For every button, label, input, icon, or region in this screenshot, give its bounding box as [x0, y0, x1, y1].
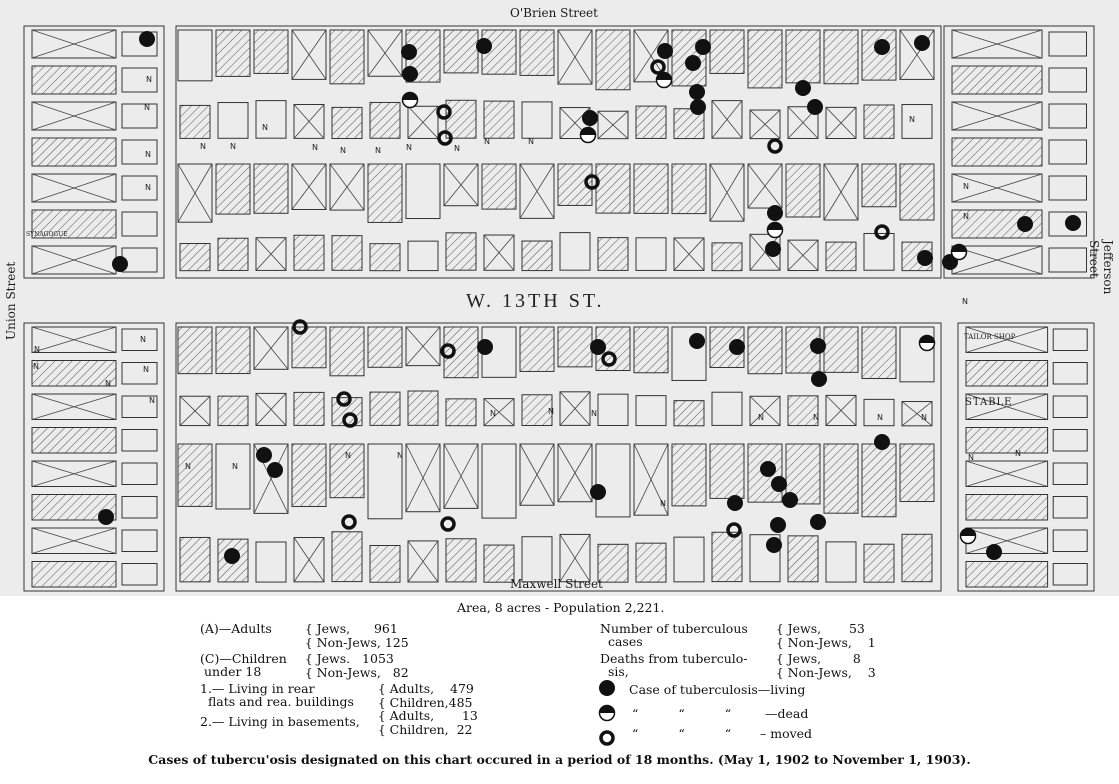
hatched-building [368, 327, 402, 367]
living-case-marker [1017, 216, 1033, 232]
basements-adults-label: Adults, [389, 708, 435, 723]
hatched-building [484, 101, 514, 138]
hatched-building [634, 327, 668, 373]
hatched-building [216, 327, 250, 374]
living-case-marker [590, 339, 606, 355]
lot [1053, 329, 1087, 351]
cases-jews-label: Jews, [787, 621, 822, 636]
living-case-marker [766, 537, 782, 553]
living-case-marker [224, 548, 240, 564]
n-lot-label: N [660, 499, 666, 508]
union-street-label: Union Street [4, 261, 18, 340]
lot [178, 30, 212, 81]
lot [1049, 140, 1087, 164]
lot [1053, 530, 1087, 552]
n-lot-label: N [105, 379, 111, 388]
rear-label: 1.— Living in rear [200, 681, 315, 696]
living-case-marker [477, 339, 493, 355]
hatched-building [218, 396, 248, 425]
lot [522, 537, 552, 582]
legend-symbols [598, 678, 618, 748]
children-jews-label: Jews. [316, 651, 351, 666]
hatched-building [966, 562, 1048, 588]
legend-basements [200, 715, 360, 728]
hatched-building [826, 242, 856, 271]
living-case-marker [582, 110, 598, 126]
rear-adults-value: 479 [450, 681, 474, 696]
children-nonjews-value: 82 [392, 665, 409, 680]
children-nonjews-label: Non-Jews, [316, 665, 381, 680]
legend-adults-values: { Jews, 961 { Non-Jews, 125 [305, 621, 409, 650]
cases-nonjews-label: Non-Jews, [787, 635, 852, 650]
lot [560, 233, 590, 271]
cases-nonjews-value: 1 [867, 635, 876, 650]
legend-adults [200, 622, 272, 635]
hatched-building [444, 327, 478, 378]
living-case-marker [689, 333, 705, 349]
hatched-building [786, 164, 820, 217]
n-lot-label: N [406, 143, 412, 152]
hatched-building [634, 164, 668, 213]
living-case-marker [760, 461, 776, 477]
n-lot-label: N [591, 409, 597, 418]
n-lot-label: N [548, 407, 554, 416]
hatched-building [748, 30, 782, 88]
lot [122, 430, 157, 452]
maxwell-street-label: Maxwell Street [510, 577, 603, 591]
dead-case-marker-half [403, 93, 418, 100]
hatched-building [864, 544, 894, 582]
hatched-building [370, 102, 400, 138]
hatched-building [332, 532, 362, 582]
n-lot-label: N [149, 396, 155, 405]
lot [1049, 176, 1087, 200]
n-lot-label: N [140, 335, 146, 344]
lot [1049, 104, 1087, 128]
hatched-building [216, 30, 250, 76]
moved-case-icon [601, 732, 613, 744]
lot [1049, 68, 1087, 92]
lot [256, 542, 286, 582]
lot [1053, 463, 1087, 485]
hatched-building [522, 241, 552, 271]
hatched-building [862, 444, 896, 517]
lot [636, 238, 666, 271]
dead-case-marker-half [768, 223, 783, 230]
children-label: (C)—Children [200, 651, 287, 666]
n-lot-label: N [397, 451, 403, 460]
n-lot-label: N [758, 413, 764, 422]
living-case-marker [874, 434, 890, 450]
n-lot-label: N [484, 137, 490, 146]
hatched-building [672, 164, 706, 214]
living-case-marker [112, 256, 128, 272]
n-lot-label: N [375, 146, 381, 155]
stable-label: STABLE [965, 397, 1013, 408]
lot [122, 212, 157, 236]
hatched-building [370, 546, 400, 583]
legend-children-values: { Jews. 1053 { Non-Jews, 82 [305, 651, 409, 680]
living-case-marker [401, 44, 417, 60]
living-case-marker [810, 338, 826, 354]
hatched-building [444, 30, 478, 73]
hatched-building [748, 327, 782, 374]
lot [122, 363, 157, 385]
n-lot-label: N [143, 365, 149, 374]
living-case-marker [476, 38, 492, 54]
synagogue-label: SYNAGOGUE [26, 231, 68, 238]
hatched-building [370, 392, 400, 425]
living-case-marker [98, 509, 114, 525]
n-lot-label: N [345, 451, 351, 460]
hatched-building [710, 30, 744, 73]
area-caption: Area, 8 acres - Population 2,221. [457, 600, 665, 615]
lot [1053, 497, 1087, 519]
hatched-building [966, 428, 1048, 454]
living-case-marker [914, 35, 930, 51]
hatched-building [446, 233, 476, 270]
jefferson-street-label: Jefferson Street [1087, 240, 1115, 295]
hatched-building [178, 327, 212, 374]
lot [122, 564, 157, 586]
lot [712, 392, 742, 425]
lot [826, 542, 856, 582]
living-case-marker [657, 43, 673, 59]
n-lot-label: N [813, 413, 819, 422]
legend-moved-ditto: “ “ “ [632, 726, 750, 741]
living-case-marker [729, 339, 745, 355]
legend-dead-ditto: “ “ “ [632, 706, 750, 721]
hatched-building [862, 327, 896, 378]
n-lot-label: N [312, 143, 318, 152]
basements-label: 2.— Living in basements, [200, 714, 360, 729]
deaths-label: Deaths from tuberculo- [600, 651, 748, 666]
hatched-building [596, 30, 630, 90]
basements-children-value: 22 [456, 722, 473, 737]
lot [482, 444, 516, 518]
living-case-marker [770, 517, 786, 533]
lot [1053, 564, 1087, 586]
hatched-building [408, 391, 438, 425]
hatched-building [824, 444, 858, 513]
legend-deaths [600, 652, 748, 678]
n-lot-label: N [877, 413, 883, 422]
dead-case-marker-half [920, 336, 935, 343]
n-lot-label: N [33, 362, 39, 371]
lot [218, 103, 248, 139]
hatched-building [482, 164, 516, 209]
n-lot-label: N [962, 297, 968, 306]
living-case-marker [689, 84, 705, 100]
living-case-marker [917, 250, 933, 266]
legend-moved-text: – moved [760, 726, 813, 741]
cases-jews-value: 53 [848, 621, 865, 636]
hatched-building [446, 399, 476, 426]
rear-sublabel: flats and rea. buildings [207, 694, 354, 709]
hatched-building [180, 105, 210, 138]
hatched-building [786, 30, 820, 83]
lot [256, 101, 286, 139]
n-lot-label: N [145, 183, 151, 192]
living-case-marker [402, 66, 418, 82]
hatched-building [712, 532, 742, 581]
hatched-building [32, 361, 116, 387]
living-case-marker [690, 99, 706, 115]
hatched-building [294, 392, 324, 425]
adults-nonjews-value: 125 [384, 635, 409, 650]
living-case-marker [139, 31, 155, 47]
hatched-building [636, 106, 666, 138]
deaths-nonjews-label: Non-Jews, [787, 665, 852, 680]
deaths-jews-label: Jews, [787, 651, 822, 666]
adults-jews-label: Jews, [316, 621, 351, 636]
children-sublabel: under 18 [203, 664, 262, 679]
living-case-marker [256, 447, 272, 463]
hatched-building [32, 428, 116, 454]
hatched-building [216, 164, 250, 214]
lot [674, 537, 704, 582]
living-case-marker [695, 39, 711, 55]
lot [902, 105, 932, 139]
hatched-building [862, 164, 896, 207]
lot [122, 104, 157, 128]
living-case-marker [267, 462, 283, 478]
hatched-building [330, 327, 364, 376]
n-lot-label: N [968, 453, 974, 462]
dead-case-icon [600, 706, 615, 721]
hatched-building [902, 534, 932, 581]
living-case-icon [599, 680, 615, 696]
dead-case-marker-half [581, 128, 596, 136]
lot [122, 140, 157, 164]
w13th-street-label: W. 13TH ST. [466, 290, 605, 312]
n-lot-label: N [145, 150, 151, 159]
hatched-building [292, 444, 326, 506]
hatched-building [368, 164, 402, 222]
lot [216, 444, 250, 509]
living-case-marker [765, 241, 781, 257]
obrien-street-label: O'Brien Street [510, 6, 598, 20]
n-lot-label: N [34, 345, 40, 354]
living-case-marker [807, 99, 823, 115]
hatched-building [218, 238, 248, 270]
n-lot-label: N [262, 123, 268, 132]
adults-jews-value: 961 [373, 621, 398, 636]
hatched-building [636, 543, 666, 582]
hatched-building [674, 401, 704, 426]
legend-rear [200, 682, 354, 708]
hatched-building [370, 244, 400, 271]
hatched-building [966, 361, 1048, 387]
living-case-marker [590, 484, 606, 500]
hatched-building [900, 444, 934, 502]
n-lot-label: N [963, 182, 969, 191]
n-lot-label: N [921, 413, 927, 422]
lot [1053, 430, 1087, 452]
cases-sublabel: cases [607, 634, 643, 649]
lot [408, 241, 438, 270]
moved-case-marker [343, 516, 355, 528]
legend-cases [600, 622, 748, 648]
lot [1049, 32, 1087, 56]
lot [122, 463, 157, 485]
deaths-sublabel: sis, [607, 664, 629, 679]
lot [596, 444, 630, 517]
tailor-shop-label: TAILOR SHOP [964, 333, 1016, 341]
moved-case-marker [876, 226, 888, 238]
n-lot-label: N [909, 115, 915, 124]
hatched-building [520, 30, 554, 75]
hatched-building [598, 238, 628, 271]
lot [598, 394, 628, 425]
rear-children-label: Children, [389, 695, 449, 710]
hatched-building [520, 327, 554, 371]
footnote: Cases of tubercu'osis designated on this chart occured in a period of 18 months. (May 1, 1902 to November 1, 1903). [148, 752, 971, 767]
n-lot-label: N [490, 409, 496, 418]
hatched-building [558, 327, 592, 367]
living-case-marker [811, 371, 827, 387]
legend-basements-values: { Adults, 13 { Children, 22 [378, 708, 478, 737]
hatched-building [952, 138, 1042, 166]
cases-label: Number of tuberculous [600, 621, 748, 636]
n-lot-label: N [340, 146, 346, 155]
lot [1049, 248, 1087, 272]
hatched-building [332, 107, 362, 138]
hatched-building [32, 66, 116, 94]
n-lot-label: N [454, 144, 460, 153]
rear-children-value: 485 [448, 695, 473, 710]
hatched-building [254, 30, 288, 73]
living-case-marker [795, 80, 811, 96]
hatched-building [330, 30, 364, 84]
n-lot-label: N [1015, 449, 1021, 458]
hatched-building [900, 164, 934, 220]
hatched-building [952, 66, 1042, 94]
n-lot-label: N [144, 103, 150, 112]
hatched-building [712, 243, 742, 271]
hatched-building [446, 100, 476, 138]
lot [122, 248, 157, 272]
living-case-marker [771, 476, 787, 492]
lot [122, 530, 157, 552]
hatched-building [862, 30, 896, 80]
living-case-marker [767, 205, 783, 221]
dead-case-marker-half [961, 529, 976, 537]
n-lot-label: N [146, 75, 152, 84]
rear-adults-label: Adults, [389, 681, 435, 696]
hatched-building [180, 244, 210, 271]
legend-deaths-values: { Jews, 8 { Non-Jews, 3 [776, 651, 876, 680]
hatched-building [32, 138, 116, 166]
hatched-building [788, 536, 818, 582]
lot [406, 164, 440, 219]
children-jews-value: 1053 [362, 651, 394, 666]
adults-label: (A)—Adults [200, 621, 272, 636]
hatched-building [254, 164, 288, 213]
hatched-building [294, 235, 324, 270]
n-lot-label: N [963, 212, 969, 221]
hatched-building [672, 444, 706, 506]
moved-case-marker [769, 140, 781, 152]
adults-nonjews-label: Non-Jews, [316, 635, 381, 650]
living-case-marker [727, 495, 743, 511]
n-lot-label: N [528, 137, 534, 146]
hatched-building [32, 562, 116, 588]
living-case-marker [782, 492, 798, 508]
lot [122, 497, 157, 519]
n-lot-label: N [230, 142, 236, 151]
hatched-building [446, 539, 476, 582]
lot [122, 176, 157, 200]
hatched-building [864, 105, 894, 138]
n-lot-label: N [185, 462, 191, 471]
lot [636, 396, 666, 426]
lot [1053, 396, 1087, 418]
hatched-building [824, 30, 858, 84]
hatched-building [178, 444, 212, 506]
living-case-marker [685, 55, 701, 71]
living-case-marker [1065, 215, 1081, 231]
living-case-marker [986, 544, 1002, 560]
basements-children-label: Children, [389, 722, 449, 737]
legend-dead-text: —dead [765, 706, 809, 721]
legend-children [200, 652, 287, 678]
basements-adults-value: 13 [461, 708, 478, 723]
legend-cases-values: { Jews, 53 { Non-Jews, 1 [776, 621, 876, 650]
hatched-building [824, 327, 858, 372]
n-lot-label: N [232, 462, 238, 471]
deaths-jews-value: 8 [852, 651, 861, 666]
hatched-building [596, 164, 630, 213]
lot [1053, 363, 1087, 385]
living-case-marker [810, 514, 826, 530]
hatched-building [332, 236, 362, 271]
deaths-nonjews-value: 3 [867, 665, 876, 680]
hatched-building [180, 537, 210, 581]
moved-case-marker [442, 518, 454, 530]
lot [522, 102, 552, 138]
n-lot-label: N [200, 142, 206, 151]
hatched-building [966, 495, 1048, 521]
hatched-building [710, 444, 744, 498]
living-case-marker [874, 39, 890, 55]
legend-rear-values: { Adults, 479 { Children,485 [378, 681, 474, 710]
legend-living-text: Case of tuberculosis—living [629, 682, 806, 697]
